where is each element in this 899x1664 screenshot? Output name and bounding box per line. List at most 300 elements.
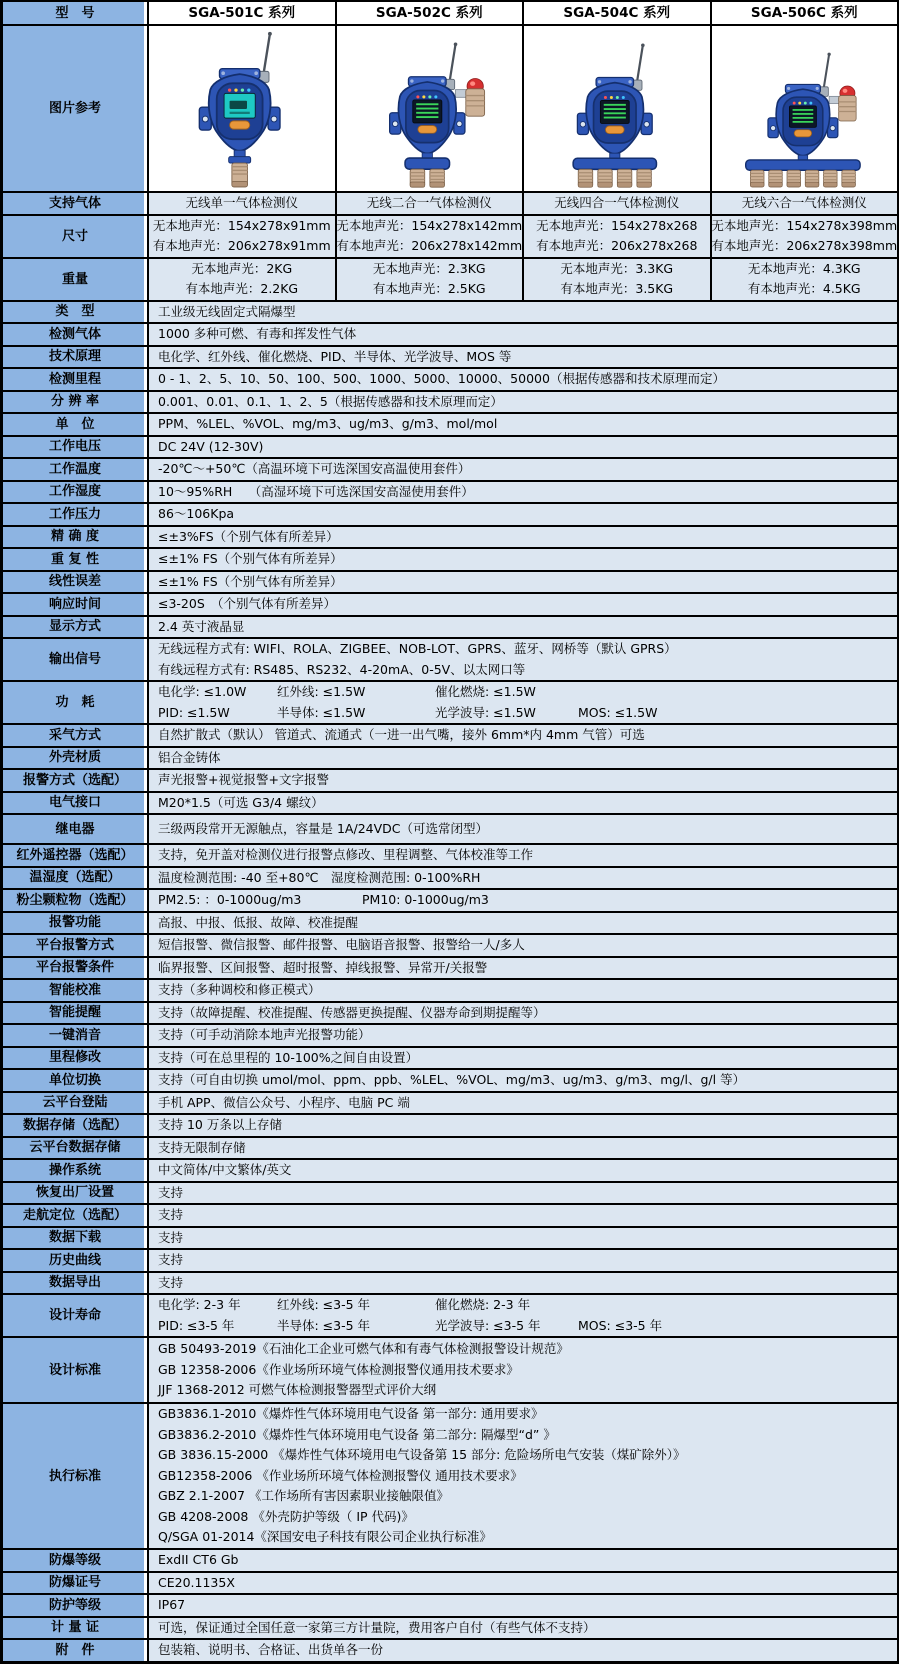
spec-value-line: 有线远程方式有: RS485、RS232、4-20mA、0-5V、以太网口等 [158,661,526,677]
spec-row [3,933,897,956]
spec-row [3,1181,897,1204]
spec-value-segment: 催化燃烧: ≤1.5W [435,684,536,699]
column-header-text: SGA-502C 系列 [375,4,483,21]
spec-cell-line: 有本地声光：206x278x91mm [152,238,331,253]
spec-row [3,956,897,979]
spec-value-line: 支持（可在总里程的 10-100%之间自由设置） [158,1049,419,1065]
spec-row [3,1226,897,1249]
spec-row [3,322,897,345]
spec-row [3,1023,897,1046]
row-label: 云平台登陆 [3,1093,149,1114]
spec-value-line: 支持 [158,1207,184,1222]
row-label: 尺寸 [3,216,149,257]
row-label: 采气方式 [3,725,149,746]
spec-row [3,367,897,390]
spec-value-segment: 电化学: 2-3 年 [158,1297,241,1312]
spec-cell-line: 有本地声光：3.5KG [560,281,674,296]
spec-value-line: Q/SGA 01-2014《深国安电子科技有限公司企业执行标准》 [158,1529,492,1545]
row-label: 智能校准 [3,980,149,1001]
sga-506c-gas-detector-image [733,49,876,189]
spec-row [3,191,897,214]
spec-row [3,1158,897,1181]
row-label: 附 件 [3,1640,149,1661]
spec-value-line: 工业级无线固定式隔爆型 [158,303,296,319]
spec-value-line: GB 50493-2019《石油化工企业可燃气体和有毒气体检测报警设计规范》 [158,1341,569,1357]
spec-value-line: GB 12358-2006《作业场所环境气体检测报警仪通用技术要求》 [158,1361,519,1377]
row-label: 线性误差 [3,572,149,593]
gas-sensor-head [637,169,651,187]
spec-value [149,437,897,458]
spec-value [149,1138,897,1159]
spec-row [3,746,897,769]
row-label: 粉尘颗粒物（选配） [3,890,149,911]
spec-value [149,369,897,390]
antenna-icon [264,34,270,74]
row-label: 工作湿度 [3,482,149,503]
spec-value-line: 中文简体/中文繁体/英文 [158,1162,292,1177]
spec-value [149,1338,897,1402]
spec-value-line: 支持 10 万条以上存储 [158,1117,282,1132]
spec-value-line: GB3836.1-2010《爆炸性气体环境用电气设备 第一部分: 通用要求》 [158,1406,544,1422]
spec-value [149,980,897,1001]
spec-value-line: 自然扩散式（默认） 管道式、流通式（一进一出气嘴，接外 6mm*内 4mm 气管）可选 [158,727,645,742]
spec-value [149,549,897,570]
spec-row [3,502,897,525]
spec-row [3,1616,897,1639]
spec-value [149,1295,897,1336]
row-label: 外壳材质 [3,748,149,769]
spec-value [149,1025,897,1046]
gas-sensor-head [787,170,801,187]
sga-504c-gas-detector-image [540,40,693,189]
spec-row [3,1571,897,1594]
spec-cell-line: 有本地声光：206x278x268 [536,238,698,253]
header-row [3,2,897,24]
row-label: 类 型 [3,302,149,323]
spec-value [149,1273,897,1294]
spec-row [3,592,897,615]
spec-value [149,482,897,503]
spec-value [149,1550,897,1571]
spec-value-line: 温度检测范围: -40 至+80℃ 湿度检测范围: 0-100%RH [158,869,481,885]
column-header [335,2,523,24]
spec-row [3,257,897,300]
spec-value [149,1070,897,1091]
row-label: 数据存储（选配） [3,1115,149,1136]
row-label: 技术原理 [3,347,149,368]
row-label: 检测气体 [3,324,149,345]
spec-cell-line: 有本地声光：206x278x398mm [711,238,898,253]
spec-value [149,527,897,548]
spec-value-line: -20℃～+50℃（高温环境下可选深国安高温使用套件） [158,461,471,476]
spec-value-line: 支持（可手动消除本地声光报警功能） [158,1027,371,1042]
spec-value-line: 0 - 1、2、5、10、50、100、500、1000、5000、10000、50000（根据传感器和技术原理而定） [158,371,725,386]
spec-row [3,1046,897,1069]
spec-value [149,302,897,323]
spec-value [149,890,897,911]
spec-row [3,1638,897,1661]
row-label: 历史曲线 [3,1250,149,1271]
spec-value-line: 短信报警、微信报警、邮件报警、电脑语音报警、报警给一人/多人 [158,937,525,952]
row-label: 工作温度 [3,459,149,480]
spec-cell-line: 无本地声光：3.3KG [560,260,674,276]
row-label: 继电器 [3,815,149,843]
spec-value [149,1595,897,1616]
row-label: 重量 [3,259,149,300]
spec-value-line [158,1316,897,1337]
spec-value [149,459,897,480]
sga-506c-gas-detector-cell [710,26,898,191]
spec-row [3,1068,897,1091]
spec-row [3,1293,897,1336]
spec-value [149,392,897,413]
gas-sensor-head [410,169,425,187]
gas-sensor-head [769,170,783,187]
spec-cell-line: 有本地声光：2.2KG [185,281,299,296]
spec-value [149,748,897,769]
column-header [522,2,710,24]
column-header [149,2,335,24]
spec-cell-line: 有本地声光：206x278x142mm [336,238,523,253]
gas-sensor-head [232,163,248,187]
spec-value [149,1228,897,1249]
spec-value [149,815,897,843]
spec-value-line: IP67 [158,1597,186,1612]
spec-value-line: 1000 多种可燃、有毒和挥发性气体 [158,326,357,341]
spec-value [149,1115,897,1136]
row-label: 智能提醒 [3,1003,149,1024]
spec-row [3,978,897,1001]
spec-value [149,1093,897,1114]
row-label: 里程修改 [3,1048,149,1069]
spec-value-line: 2.4 英寸液晶显 [158,618,245,634]
antenna-icon [637,45,643,82]
row-label: 平台报警条件 [3,958,149,979]
spec-value-line: ≤±1% FS（个别气体有所差异） [158,551,343,566]
spec-value [149,913,897,934]
spec-value-line: 无线远程方式有: WIFI、ROLA、ZIGBEE、NOB-LOT、GPRS、蓝牙、网桥等（默认 GPRS） [158,641,677,656]
spec-value-line: 声光报警+视觉报警+文字报警 [158,772,329,787]
row-label: 防护等级 [3,1595,149,1616]
spec-row [3,1203,897,1226]
spec-value [149,682,897,723]
row-label: 图片参考 [3,26,149,191]
spec-value [149,1205,897,1226]
spec-value-segment: 半导体: ≤1.5W [277,704,366,720]
spec-value [149,1404,897,1548]
spec-cell [710,193,898,214]
spec-value-line [158,1295,897,1316]
spec-row [3,813,897,843]
spec-value-line: CE20.1135X [158,1574,235,1590]
spec-value-line: ≤±1% FS（个别气体有所差异） [158,573,343,589]
spec-value-line: 0.001、0.01、0.1、1、2、5（根据传感器和技术原理而定） [158,393,503,409]
spec-value-line: 支持 [158,1229,184,1245]
sensor-manifold [405,158,449,169]
row-label: 数据下载 [3,1228,149,1249]
row-label: 单 位 [3,414,149,435]
spec-value [149,1250,897,1271]
spec-row [3,390,897,413]
column-header-text: SGA-504C 系列 [563,4,671,21]
spec-value [149,958,897,979]
spec-cell [522,193,710,214]
spec-value [149,1003,897,1024]
antenna-icon [823,54,829,89]
spec-row [3,1402,897,1548]
spec-value-line: 支持，免开盖对检测仪进行报警点修改、里程调整、气体校准等工作 [158,847,534,862]
spec-row [3,768,897,791]
spec-value [149,1640,897,1661]
spec-value-line: 支持 [158,1252,184,1267]
row-label: 一键消音 [3,1025,149,1046]
spec-value-segment: 光学波导: ≤1.5W [435,704,536,720]
spec-value [149,504,897,525]
row-label: 温湿度（选配） [3,868,149,889]
spec-cell [335,216,523,257]
spec-cell-line: 无本地声光：154x278x398mm [711,217,898,233]
sga-504c-gas-detector-cell [522,26,710,191]
spec-value-segment: 光学波导: ≤3-5 年 [435,1317,541,1333]
spec-value-segment: 红外线: ≤3-5 年 [277,1297,371,1312]
spec-value-segment: PID: ≤3-5 年 [158,1317,235,1333]
spec-value-line: 电化学、红外线、催化燃烧、PID、半导体、光学波导、MOS 等 [158,348,512,364]
sensor-manifold [573,158,656,169]
spec-row [3,888,897,911]
spec-value-line: ExdII CT6 Gb [158,1552,239,1567]
spec-cell-line: 无线单一气体检测仪 [185,195,298,210]
spec-row [3,911,897,934]
spec-value-segment: 半导体: ≤3-5 年 [277,1317,371,1333]
row-label: 计 量 证 [3,1618,149,1639]
spec-value-segment: 红外线: ≤1.5W [277,684,366,699]
spec-cell-line: 无本地声光：154x278x91mm [152,217,331,233]
spec-value [149,414,897,435]
spec-row [3,457,897,480]
spec-value-segment: PM2.5: ：0-1000ug/m3 [158,892,302,907]
spec-row [3,723,897,746]
spec-cell-line: 无本地声光：154x278x142mm [336,217,523,233]
spec-cell-line: 无线二合一气体检测仪 [366,195,492,210]
spec-value-line: 铝合金铸体 [158,749,221,765]
image-reference-row [3,24,897,191]
column-header-text: SGA-506C 系列 [750,4,858,21]
spec-row [3,547,897,570]
spec-value [149,1618,897,1639]
spec-value-line: GBZ 2.1-2007 《工作场所有害因素职业接触限值》 [158,1488,449,1504]
gas-sensor-head [842,170,856,187]
spec-cell-line: 无本地声光：2KG [191,260,293,276]
row-label: 响应时间 [3,594,149,615]
spec-value [149,725,897,746]
spec-value-line: 支持（故障提醒、校准提醒、传感器更换提醒、仪器寿命到期提醒等） [158,1004,546,1020]
row-label: 精 确 度 [3,527,149,548]
row-label: 操作系统 [3,1160,149,1181]
gas-sensor-head [598,169,612,187]
spec-cell-line: 有本地声光：4.5KG [747,281,861,296]
spec-value-line: 临界报警、区间报警、超时报警、掉线报警、异常开/关报警 [158,959,488,975]
spec-value-line: 支持 [158,1184,184,1200]
spec-row [3,1248,897,1271]
spec-cell [710,216,898,257]
spec-row [3,1001,897,1024]
row-label: 工作电压 [3,437,149,458]
row-label: 恢复出厂设置 [3,1183,149,1204]
spec-row [3,843,897,866]
row-label: 执行标准 [3,1404,149,1548]
spec-value [149,770,897,791]
spec-row [3,1091,897,1114]
spec-row [3,525,897,548]
spec-row [3,1548,897,1571]
spec-value-line: 手机 APP、微信公众号、小程序、电脑 PC 端 [158,1094,410,1110]
gas-sensor-head [750,170,764,187]
spec-row [3,1593,897,1616]
spec-value [149,594,897,615]
spec-value-line: JJF 1368-2012 可燃气体检测报警器型式评价大纲 [158,1382,437,1398]
sensor-manifold [745,160,859,170]
spec-value-line [158,890,897,911]
sga-501c-gas-detector-image [159,28,324,189]
spec-row [3,1136,897,1159]
row-label: 设计标准 [3,1338,149,1402]
row-label: 平台报警方式 [3,935,149,956]
spec-cell-line: 无本地声光：154x278x268 [536,217,698,233]
spec-row [3,570,897,593]
row-label: 报警功能 [3,913,149,934]
row-label: 云平台数据存储 [3,1138,149,1159]
spec-value-line: 支持（多种调校和修正模式） [158,982,321,997]
spec-cell-line: 无本地声光：4.3KG [747,260,861,276]
spec-row [3,637,897,680]
gas-sensor-head [823,170,837,187]
spec-cell-line: 有本地声光：2.5KG [372,281,486,296]
spec-value [149,572,897,593]
spec-value-line: DC 24V (12-30V) [158,438,264,454]
spec-cell [149,216,335,257]
spec-value-line: GB 3836.15-2000 《爆炸性气体环境用电气设备第 15 部分: 危险场所电气安装（煤矿除外）》 [158,1447,686,1463]
spec-value-line: M20*1.5（可选 G3/4 螺纹） [158,794,324,810]
spec-row [3,412,897,435]
column-header [710,2,898,24]
row-label: 分 辨 率 [3,392,149,413]
spec-value [149,1160,897,1181]
spec-cell [710,259,898,300]
sga-502c-gas-detector-cell [335,26,523,191]
row-label: 电气接口 [3,793,149,814]
spec-value-line: 支持无限制存储 [158,1139,246,1155]
spec-value [149,1573,897,1594]
spec-value-line: ≤±3%FS（个别气体有所差异） [158,528,339,544]
gas-sensor-head [805,170,819,187]
spec-row [3,300,897,323]
row-label: 红外遥控器（选配） [3,845,149,866]
spec-value-line: 86～106Kpa [158,506,235,521]
row-label: 工作压力 [3,504,149,525]
spec-value-line: GB12358-2006 《作业场所环境气体检测报警仪 通用技术要求》 [158,1467,523,1483]
spec-row [3,480,897,503]
row-label: 检测里程 [3,369,149,390]
spec-value-line [158,682,897,703]
row-label: 走航定位（选配） [3,1205,149,1226]
row-label: 防爆证号 [3,1573,149,1594]
spec-value-line: 10～95%RH （高湿环境下可选深国安高湿使用套件） [158,483,474,499]
sga-501c-gas-detector-cell [149,26,335,191]
spec-row [3,680,897,723]
row-label: 报警方式（选配） [3,770,149,791]
column-header-text: SGA-501C 系列 [188,4,296,21]
gas-sensor-head [579,169,593,187]
spec-cell-line: 无本地声光：2.3KG [372,260,486,276]
spec-value-line: GB 4208-2008 《外壳防护等级（ IP 代码)》 [158,1508,414,1524]
spec-value-line: PPM、%LEL、%VOL、mg/m3、ug/m3、g/m3、mol/mol [158,416,498,431]
spec-row [3,866,897,889]
spec-cell-line: 无线四合一气体检测仪 [554,195,680,210]
spec-value-line: 高报、中报、低报、故障、校准提醒 [158,914,359,930]
spec-value-segment: 电化学: ≤1.0W [158,684,247,699]
spec-row [3,345,897,368]
spec-value-line: ≤3-20S （个别气体有所差异） [158,596,337,611]
spec-cell [149,259,335,300]
alarm-beacon-icon [829,86,856,121]
sga-502c-gas-detector-image [352,39,506,189]
spec-row [3,1271,897,1294]
spec-value [149,793,897,814]
spec-value-segment: MOS: ≤1.5W [578,704,658,720]
spec-cell-line: 无线六合一气体检测仪 [741,195,867,210]
row-label: 重 复 性 [3,549,149,570]
spec-value [149,324,897,345]
spec-cell [522,216,710,257]
spec-cell [522,259,710,300]
spec-value-line [158,703,897,724]
row-label: 防爆等级 [3,1550,149,1571]
row-label: 支持气体 [3,193,149,214]
gas-sensor-head [618,169,632,187]
row-label: 显示方式 [3,617,149,638]
spec-row [3,615,897,638]
antenna-icon [450,44,456,82]
spec-value-segment: PM10: 0-1000ug/m3 [362,892,489,907]
row-label: 设计寿命 [3,1295,149,1336]
spec-value [149,845,897,866]
spec-row [3,1113,897,1136]
row-label: 单位切换 [3,1070,149,1091]
spec-value [149,1183,897,1204]
spec-cell [149,193,335,214]
spec-value [149,639,897,680]
spec-row [3,435,897,458]
spec-value-line: 支持 [158,1274,184,1290]
spec-value-line: GB3836.2-2010《爆炸性气体环境用电气设备 第二部分: 隔爆型“d” 》 [158,1426,556,1442]
spec-value-line: 包装箱、说明书、合格证、出货单各一份 [158,1642,384,1657]
spec-value-segment: 催化燃烧: 2-3 年 [435,1297,531,1312]
spec-row [3,1336,897,1402]
spec-value [149,617,897,638]
spec-value [149,868,897,889]
spec-value [149,347,897,368]
row-label: 型 号 [3,2,149,24]
spec-cell [335,193,523,214]
spec-value [149,935,897,956]
row-label: 输出信号 [3,639,149,680]
spec-row [3,791,897,814]
spec-value-line: 三级两段常开无源触点，容量是 1A/24VDC（可选常闭型） [158,820,488,836]
row-label: 数据导出 [3,1273,149,1294]
spec-value-line: 可选，保证通过全国任意一家第三方计量院，费用客户自付（有些气体不支持） [158,1619,596,1635]
spec-value [149,1048,897,1069]
spec-value-segment: PID: ≤1.5W [158,704,230,720]
